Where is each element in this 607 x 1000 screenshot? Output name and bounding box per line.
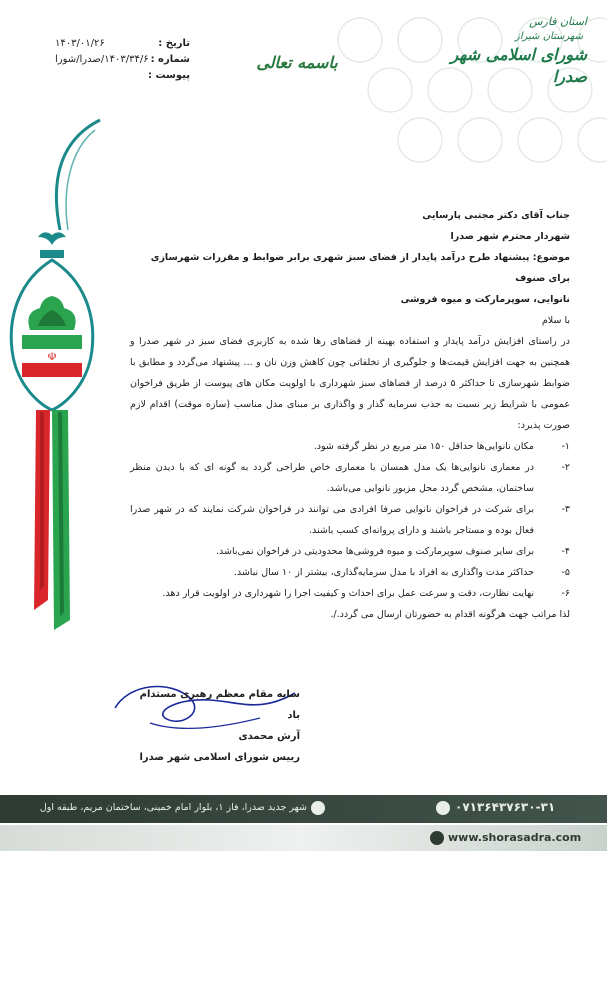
signer-name: آرش محمدی	[238, 731, 300, 742]
list-item	[130, 499, 570, 541]
item-text: مکان نانوایی‌ها حداقل ۱۵۰ متر مربع در نظر گرفته شود.	[313, 441, 534, 452]
list-item	[130, 583, 570, 604]
motto-text: باسمه تعالی	[256, 53, 338, 72]
list-item	[130, 457, 570, 499]
date-value: ۱۴۰۳/۰۱/۲۶	[55, 38, 105, 49]
footer-website: www.shorasadra.com	[448, 831, 582, 844]
number-label: شماره :	[150, 54, 190, 65]
body-paragraph: در راستای افزایش درآمد پایدار و استفاده بهینه از فضاهای رها شده به کاربری فضای سبز در شهر صدرا و همچنین به جهت افزایش قیمت‌ها و جلوگیری از تخلفاتی چون کاهش وزن نان و ... پیشنهاد می‌گردد و مطابق با ضوابط شهرسازی تا حداکثر ۵ درصد از فضاهای سبز شهرداری با اولویت مکان های پیوست از طریق فراخوان عمومی با شرایط زیر نسبت به جذب سرمایه گذار و واگذاری بر مبنای مدل مناسب (سازه موقت) اقدام لازم صورت پذیرد:	[130, 336, 570, 431]
item-number: ۳-	[561, 504, 570, 515]
closing-line: لذا مراتب جهت هرگونه اقدام به حضورتان ارسال می گردد./.	[330, 609, 570, 620]
letter-footer	[0, 795, 607, 855]
county-text: شهرستان شیراز	[515, 31, 583, 42]
item-text: برای سایر صنوف سوپرمارکت و میوه فروشی‌ها محدودیتی در فراخوان نمی‌باشد.	[216, 546, 534, 557]
list-item	[130, 562, 570, 583]
item-number: ۵-	[561, 567, 570, 578]
attachment-row	[55, 68, 190, 84]
item-text: حداکثر مدت واگذاری به افراد با مدل سرمایه‌گذاری، بیشتر از ۱۰ سال نباشد.	[233, 567, 534, 578]
greeting: با سلام	[541, 315, 570, 326]
item-number: ۶-	[561, 588, 570, 599]
letter-meta	[55, 36, 190, 84]
number-value: ۱۴۰۳/۳۴/۶/صدرا/شورا	[55, 54, 149, 65]
location-icon	[311, 801, 325, 815]
subject-line-1: موضوع: پیشنهاد طرح درآمد پایدار از فضای سبز شهری برابر ضوابط و مقررات شهرسازی برای صنوف	[150, 252, 570, 284]
item-number: ۲-	[561, 462, 570, 473]
item-text: در معماری نانوایی‌ها یک مدل همسان با معماری خاص طراحی گردد به گونه ای که با دیدن منظر ساختمان، مشخص گردد محل مزبور نانوایی می‌باشد.	[130, 462, 534, 494]
date-label: تاریخ :	[158, 38, 190, 49]
list-item	[130, 436, 570, 457]
subject-line-2: نانوایی، سوپرمارکت و میوه فروشی	[400, 294, 570, 305]
attachment-label: پیوست :	[147, 70, 190, 81]
province-text: استان فارس	[529, 15, 587, 28]
emblem-crown-icon	[38, 232, 66, 258]
signature-salutation: سایه مقام معظم رهبری مستدام باد	[139, 689, 300, 721]
flag-emblem-ornament	[0, 120, 110, 640]
council-name: شورای اسلامی شهر صدرا	[450, 45, 587, 86]
footer-phone: ۰۷۱۳۶۴۳۷۶۳۰-۳۱	[455, 800, 556, 814]
letter-body	[130, 205, 570, 625]
recipient-title: شهردار محترم شهر صدرا	[450, 231, 570, 242]
motto-calligraphy	[256, 30, 338, 90]
date-row	[55, 36, 190, 52]
item-text: برای شرکت در فراخوان نانوایی صرفا افرادی می توانند در فراخوان شرکت نمایند که در شهر صدرا فعال بوده و مستاجر باشند و دارای پروانه‌ای کسب باشند.	[130, 504, 534, 536]
recipient-name: جناب آقای دکتر مجتبی پارسایی	[422, 210, 570, 221]
item-number: ۴-	[561, 546, 570, 557]
item-number: ۱-	[561, 441, 570, 452]
number-row	[55, 52, 190, 68]
letterhead-org	[447, 14, 587, 88]
item-text: نهایت نظارت، دقت و سرعت عمل برای احداث و کیفیت اجرا را شهرداری در اولویت قرار دهد.	[162, 588, 534, 599]
iran-emblem-icon: ☫	[47, 350, 57, 363]
footer-address: شهر جدید صدرا، فاز ۱، بلوار امام خمینی، ساختمان مریم، طبقه اول	[39, 802, 307, 813]
list-item	[130, 541, 570, 562]
globe-icon	[430, 831, 444, 845]
phone-icon	[436, 801, 450, 815]
signature-block	[130, 684, 300, 768]
signer-title: رییس شورای اسلامی شهر صدرا	[139, 752, 300, 763]
